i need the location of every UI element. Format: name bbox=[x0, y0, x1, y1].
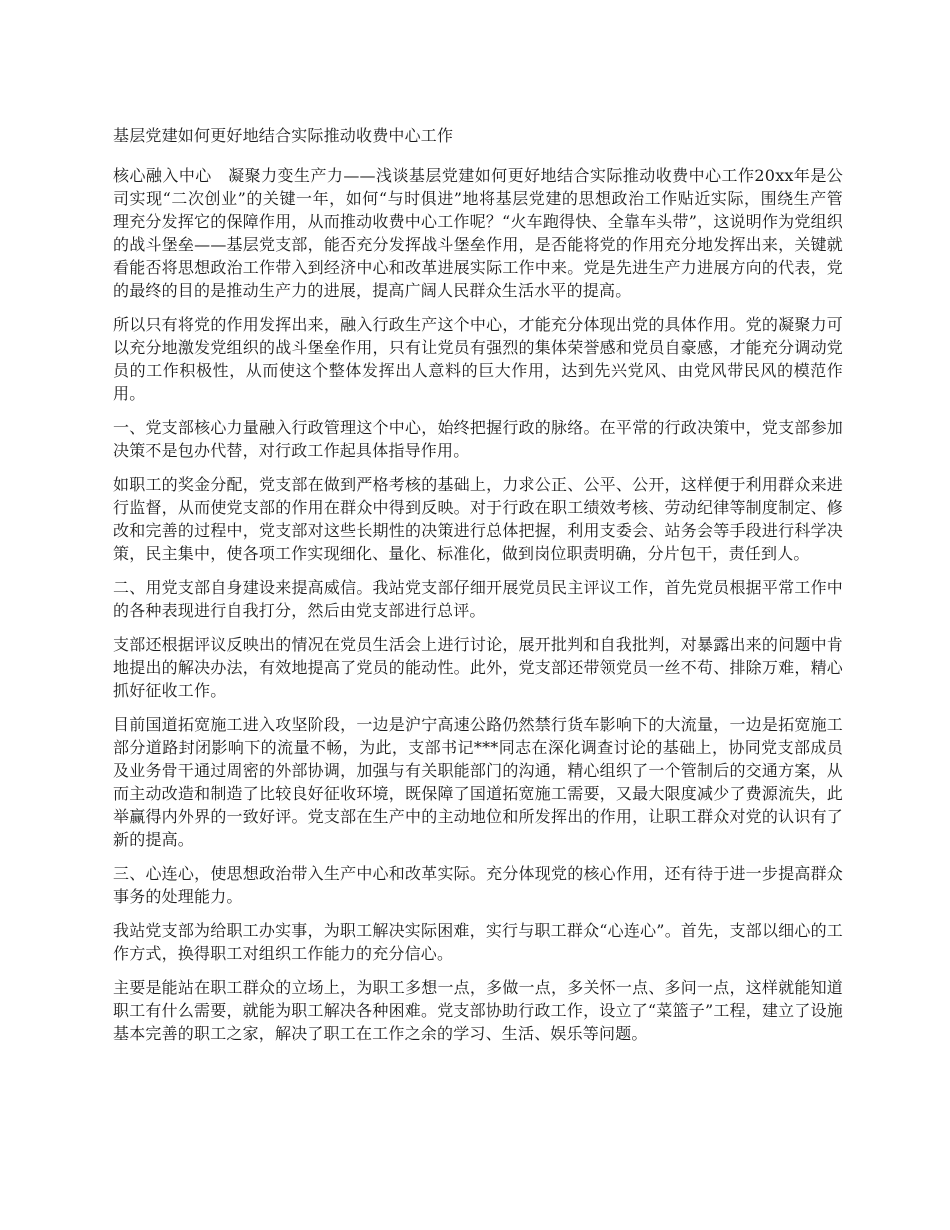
paragraph-3: 一、党支部核心力量融入行政管理这个中心，始终把握行政的脉络。在平常的行政决策中，党支部参加决策不是包办代替，对行政工作起具体指导作用。 bbox=[113, 418, 843, 460]
paragraph-5: 二、用党支部自身建设来提高威信。我站党支部仔细开展党员民主评议工作，首先党员根据平常工作中的各种表现进行自我打分，然后由党支部进行总评。 bbox=[113, 578, 843, 620]
paragraph-1: 核心融入中心 凝聚力变生产力——浅谈基层党建如何更好地结合实际推动收费中心工作20xx年是公司实现“二次创业”的关键一年，如何“与时俱进”地将基层党建的思想政治工作贴近实际，围绕生产管理充分发挥它的保障作用，从而推动收费中心工作呢？“火车跑得快、全靠车头带”，这说明作为党组织的战斗堡垒——基层党支部，能否充分发挥战斗堡垒作用，是否能将党的作用充分地发挥出来，关键就看能否将思想政治工作带入到经济中心和改革进展实际工作中来。党是先进生产力进展方向的代表，党的最终的目的是推动生产力的进展，提高广阔人民群众生活水平的提高。 bbox=[113, 166, 843, 300]
paragraph-6: 支部还根据评议反映出的情况在党员生活会上进行讨论，展开批判和自我批判，对暴露出来的问题中肯地提出的解决办法，有效地提高了党员的能动性。此外，党支部还带领党员一丝不苟、排除万难，精心抓好征收工作。 bbox=[113, 635, 843, 700]
paragraph-7: 目前国道拓宽施工进入攻坚阶段，一边是沪宁高速公路仍然禁行货车影响下的大流量，一边是拓宽施工部分道路封闭影响下的流量不畅，为此，支部书记***同志在深化调查讨论的基础上，协同党支部成员及业务骨干通过周密的外部协调，加强与有关职能部门的沟通，精心组织了一个管制后的交通方案，从而主动改造和制造了比较良好征收环境，既保障了国道拓宽施工需要，又最大限度减少了费源流失，此举赢得内外界的一致好评。党支部在生产中的主动地位和所发挥出的作用，让职工群众对党的认识有了新的提高。 bbox=[113, 715, 843, 849]
document-title: 基层党建如何更好地结合实际推动收费中心工作 bbox=[113, 126, 454, 145]
paragraph-2: 所以只有将党的作用发挥出来，融入行政生产这个中心，才能充分体现出党的具体作用。党的凝聚力可以充分地激发党组织的战斗堡垒作用，只有让党员有强烈的集体荣誉感和党员自豪感，才能充分调动党员的工作积极性，从而使这个整体发挥出人意料的巨大作用，达到先兴党风、由党风带民风的模范作用。 bbox=[113, 315, 843, 403]
document-page bbox=[113, 124, 843, 1056]
paragraph-8: 三、心连心，使思想政治带入生产中心和改革实际。充分体现党的核心作用，还有待于进一步提高群众事务的处理能力。 bbox=[113, 864, 843, 906]
paragraph-9: 我站党支部为给职工办实事，为职工解决实际困难，实行与职工群众“心连心”。首先，支部以细心的工作方式，换得职工对组织工作能力的充分信心。 bbox=[113, 921, 843, 963]
paragraph-4: 如职工的奖金分配，党支部在做到严格考核的基础上，力求公正、公平、公开，这样便于利用群众来进行监督，从而使党支部的作用在群众中得到反映。对于行政在职工绩效考核、劳动纪律等制度制定、修改和完善的过程中，党支部对这些长期性的决策进行总体把握，利用支委会、站务会等手段进行科学决策，民主集中，使各项工作实现细化、量化、标准化，做到岗位职责明确，分片包干，责任到人。 bbox=[113, 475, 843, 563]
paragraph-10: 主要是能站在职工群众的立场上，为职工多想一点，多做一点，多关怀一点、多问一点，这样就能知道职工有什么需要，就能为职工解决各种困难。党支部协助行政工作，设立了“菜篮子”工程，建立了设施基本完善的职工之家，解决了职工在工作之余的学习、生活、娱乐等问题。 bbox=[113, 978, 843, 1043]
